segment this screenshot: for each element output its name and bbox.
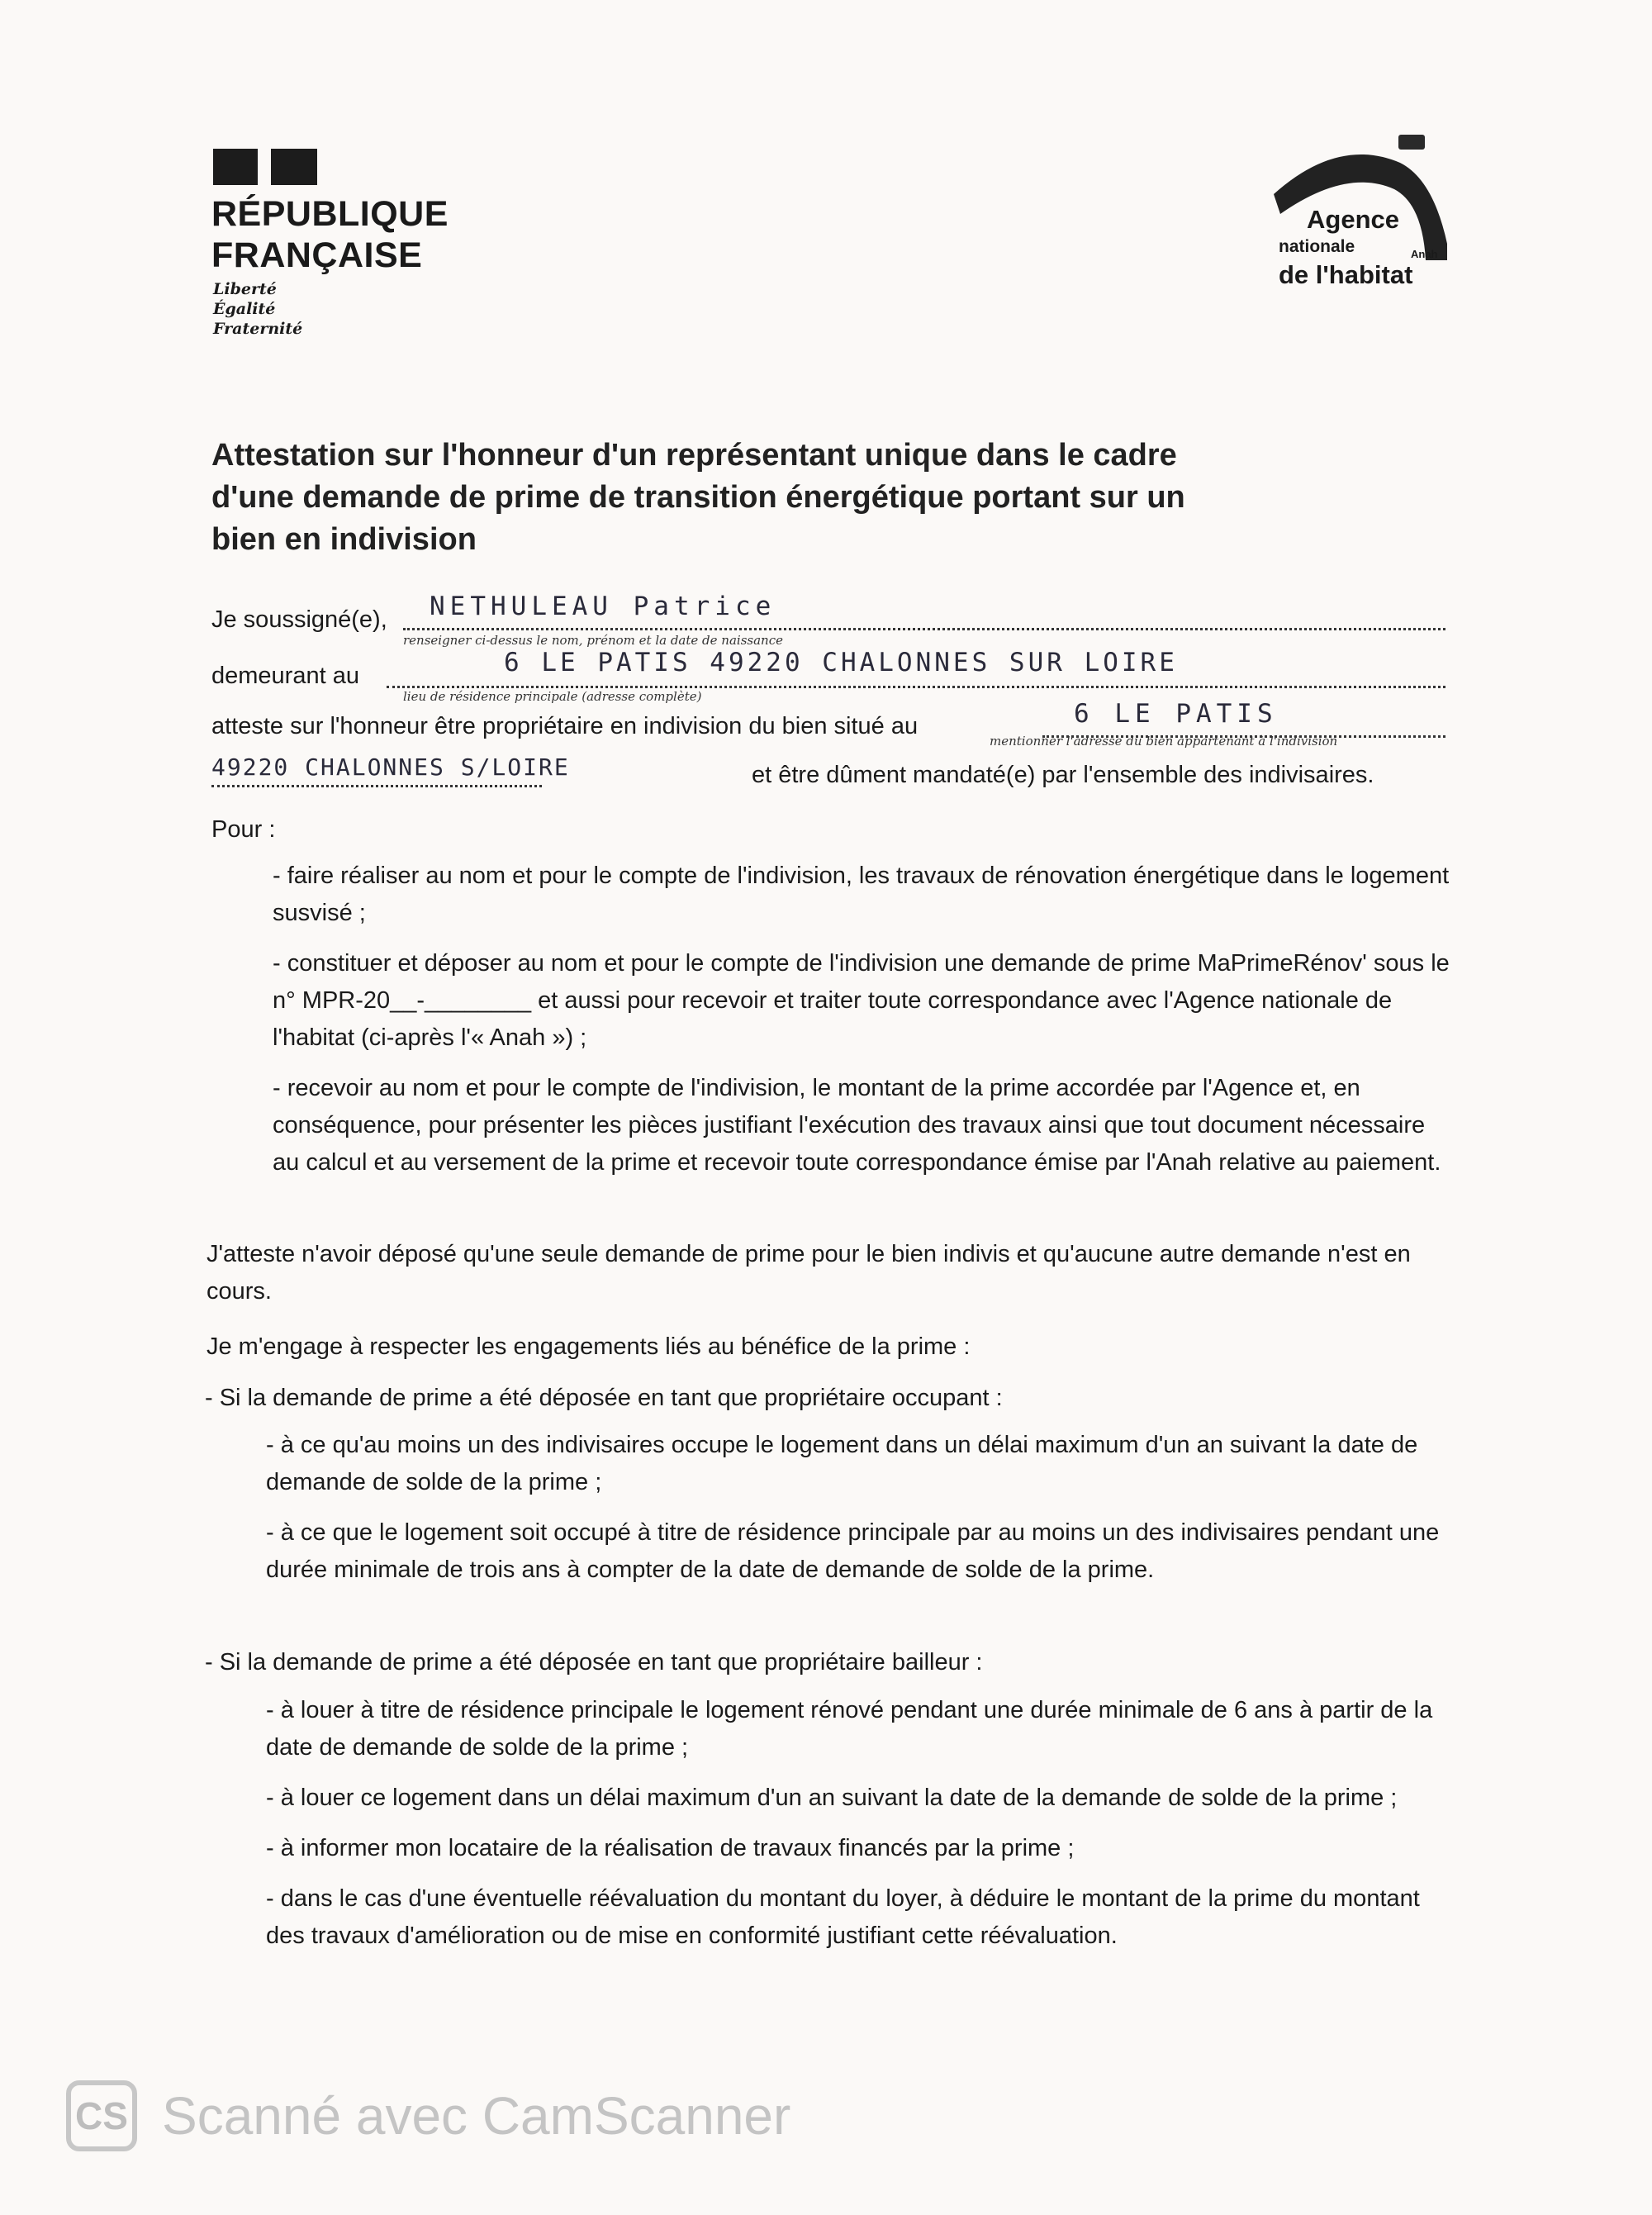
demeurant-label: demeurant au	[211, 663, 359, 689]
atteste-seule-demande: J'atteste n'avoir déposé qu'une seule demande de prime pour le bien indivis et qu'aucune autre demande n'est en cours.	[206, 1241, 1411, 1305]
anah-agence: Agence	[1307, 205, 1399, 234]
occupant-item: - à ce qu'au moins un des indivisaires occupe le logement dans un délai maximum d'un an suivant la date de demande de solde de la prime ;	[266, 1432, 1418, 1495]
republique-francaise-motto: Liberté Égalité Fraternité	[213, 280, 303, 338]
bien-value-2[interactable]: 49220 CHALONNES S/LOIRE	[211, 753, 570, 781]
demeurant-line	[387, 686, 1446, 688]
pour-label: Pour :	[211, 816, 276, 843]
engagement-intro: Je m'engage à respecter les engagements liés au bénéfice de la prime :	[206, 1333, 971, 1360]
bailleur-list	[266, 1692, 1447, 1955]
anah-nationale: nationale	[1279, 237, 1355, 256]
bien-line-2	[211, 785, 542, 787]
occupant-item: - à ce que le logement soit occupé à titre de résidence principale par au moins un des indivisaires pendant une durée minimale de trois ans à compter de la date de demande de solde de la prime.	[266, 1519, 1440, 1583]
bailleur-item: - à louer à titre de résidence principale le logement rénové pendant une durée minimale de 6 ans à partir de la date de demande de solde de la prime ;	[266, 1697, 1433, 1761]
anah-habitat: de l'habitat	[1279, 260, 1413, 289]
soussigne-hint: renseigner ci-dessus le nom, prénom et la date de naissance	[403, 633, 783, 648]
demeurant-hint: lieu de résidence principale (adresse complète)	[403, 689, 702, 704]
occupant-list	[266, 1427, 1447, 1589]
pour-list	[273, 858, 1454, 1181]
pour-item: - faire réaliser au nom et pour le compte de l'indivision, les travaux de rénovation énergétique dans le logement susvisé ;	[273, 863, 1450, 926]
atteste-label: atteste sur l'honneur être propriétaire en indivision du bien situé au	[211, 713, 919, 739]
pour-item: - constituer et déposer au nom et pour le compte de l'indivision une demande de prime MaPrimeRénov' sous le n° MPR-20__-________ et aussi pour recevoir et traiter toute correspondance avec l'Agence nationale de l'habitat (ci-après l'« Anah ») ;	[273, 950, 1450, 1051]
soussigne-line	[403, 628, 1446, 630]
anah-abbr: Anah	[1411, 248, 1438, 260]
soussigne-label: Je soussigné(e),	[211, 606, 387, 633]
occupant-heading: - Si la demande de prime a été déposée en tant que propriétaire occupant :	[205, 1385, 1003, 1411]
bien-value[interactable]: 6 LE PATIS	[1074, 699, 1278, 729]
mandat-text: et être dûment mandaté(e) par l'ensemble des indivisaires.	[752, 762, 1374, 788]
camscanner-watermark: Scanné avec CamScanner	[162, 2086, 791, 2146]
bien-hint: mentionner l'adresse du bien appartenant à l'indivision	[990, 734, 1338, 749]
pour-item: - recevoir au nom et pour le compte de l'indivision, le montant de la prime accordée par l'Agence et, en conséquence, pour présenter les pièces justifiant l'exécution des travaux ainsi que tout document nécessaire au calcul et au versement de la prime et recevoir toute correspondance émise par l'Anah relative au paiement.	[273, 1075, 1441, 1176]
soussigne-value[interactable]: NETHULEAU Patrice	[430, 592, 776, 621]
bailleur-heading: - Si la demande de prime a été déposée en tant que propriétaire bailleur :	[205, 1649, 983, 1676]
camscanner-icon: CS	[66, 2080, 137, 2151]
document-title: Attestation sur l'honneur d'un représentant unique dans le cadre d'une demande de prime de transition énergétique portant sur un bien en indivision	[211, 438, 1185, 557]
bailleur-item: - à informer mon locataire de la réalisation de travaux financés par la prime ;	[266, 1835, 1075, 1861]
republique-francaise-title: RÉPUBLIQUE FRANÇAISE	[211, 194, 449, 275]
bailleur-item: - dans le cas d'une éventuelle réévaluation du montant du loyer, à déduire le montant de la prime du montant des travaux d'amélioration ou de mise en conformité justifiant cette réévaluation.	[266, 1885, 1420, 1949]
republique-francaise-flag	[213, 149, 317, 185]
bailleur-item: - à louer ce logement dans un délai maximum d'un an suivant la date de la demande de solde de la prime ;	[266, 1785, 1398, 1811]
demeurant-value[interactable]: 6 LE PATIS 49220 CHALONNES SUR LOIRE	[504, 648, 1178, 677]
